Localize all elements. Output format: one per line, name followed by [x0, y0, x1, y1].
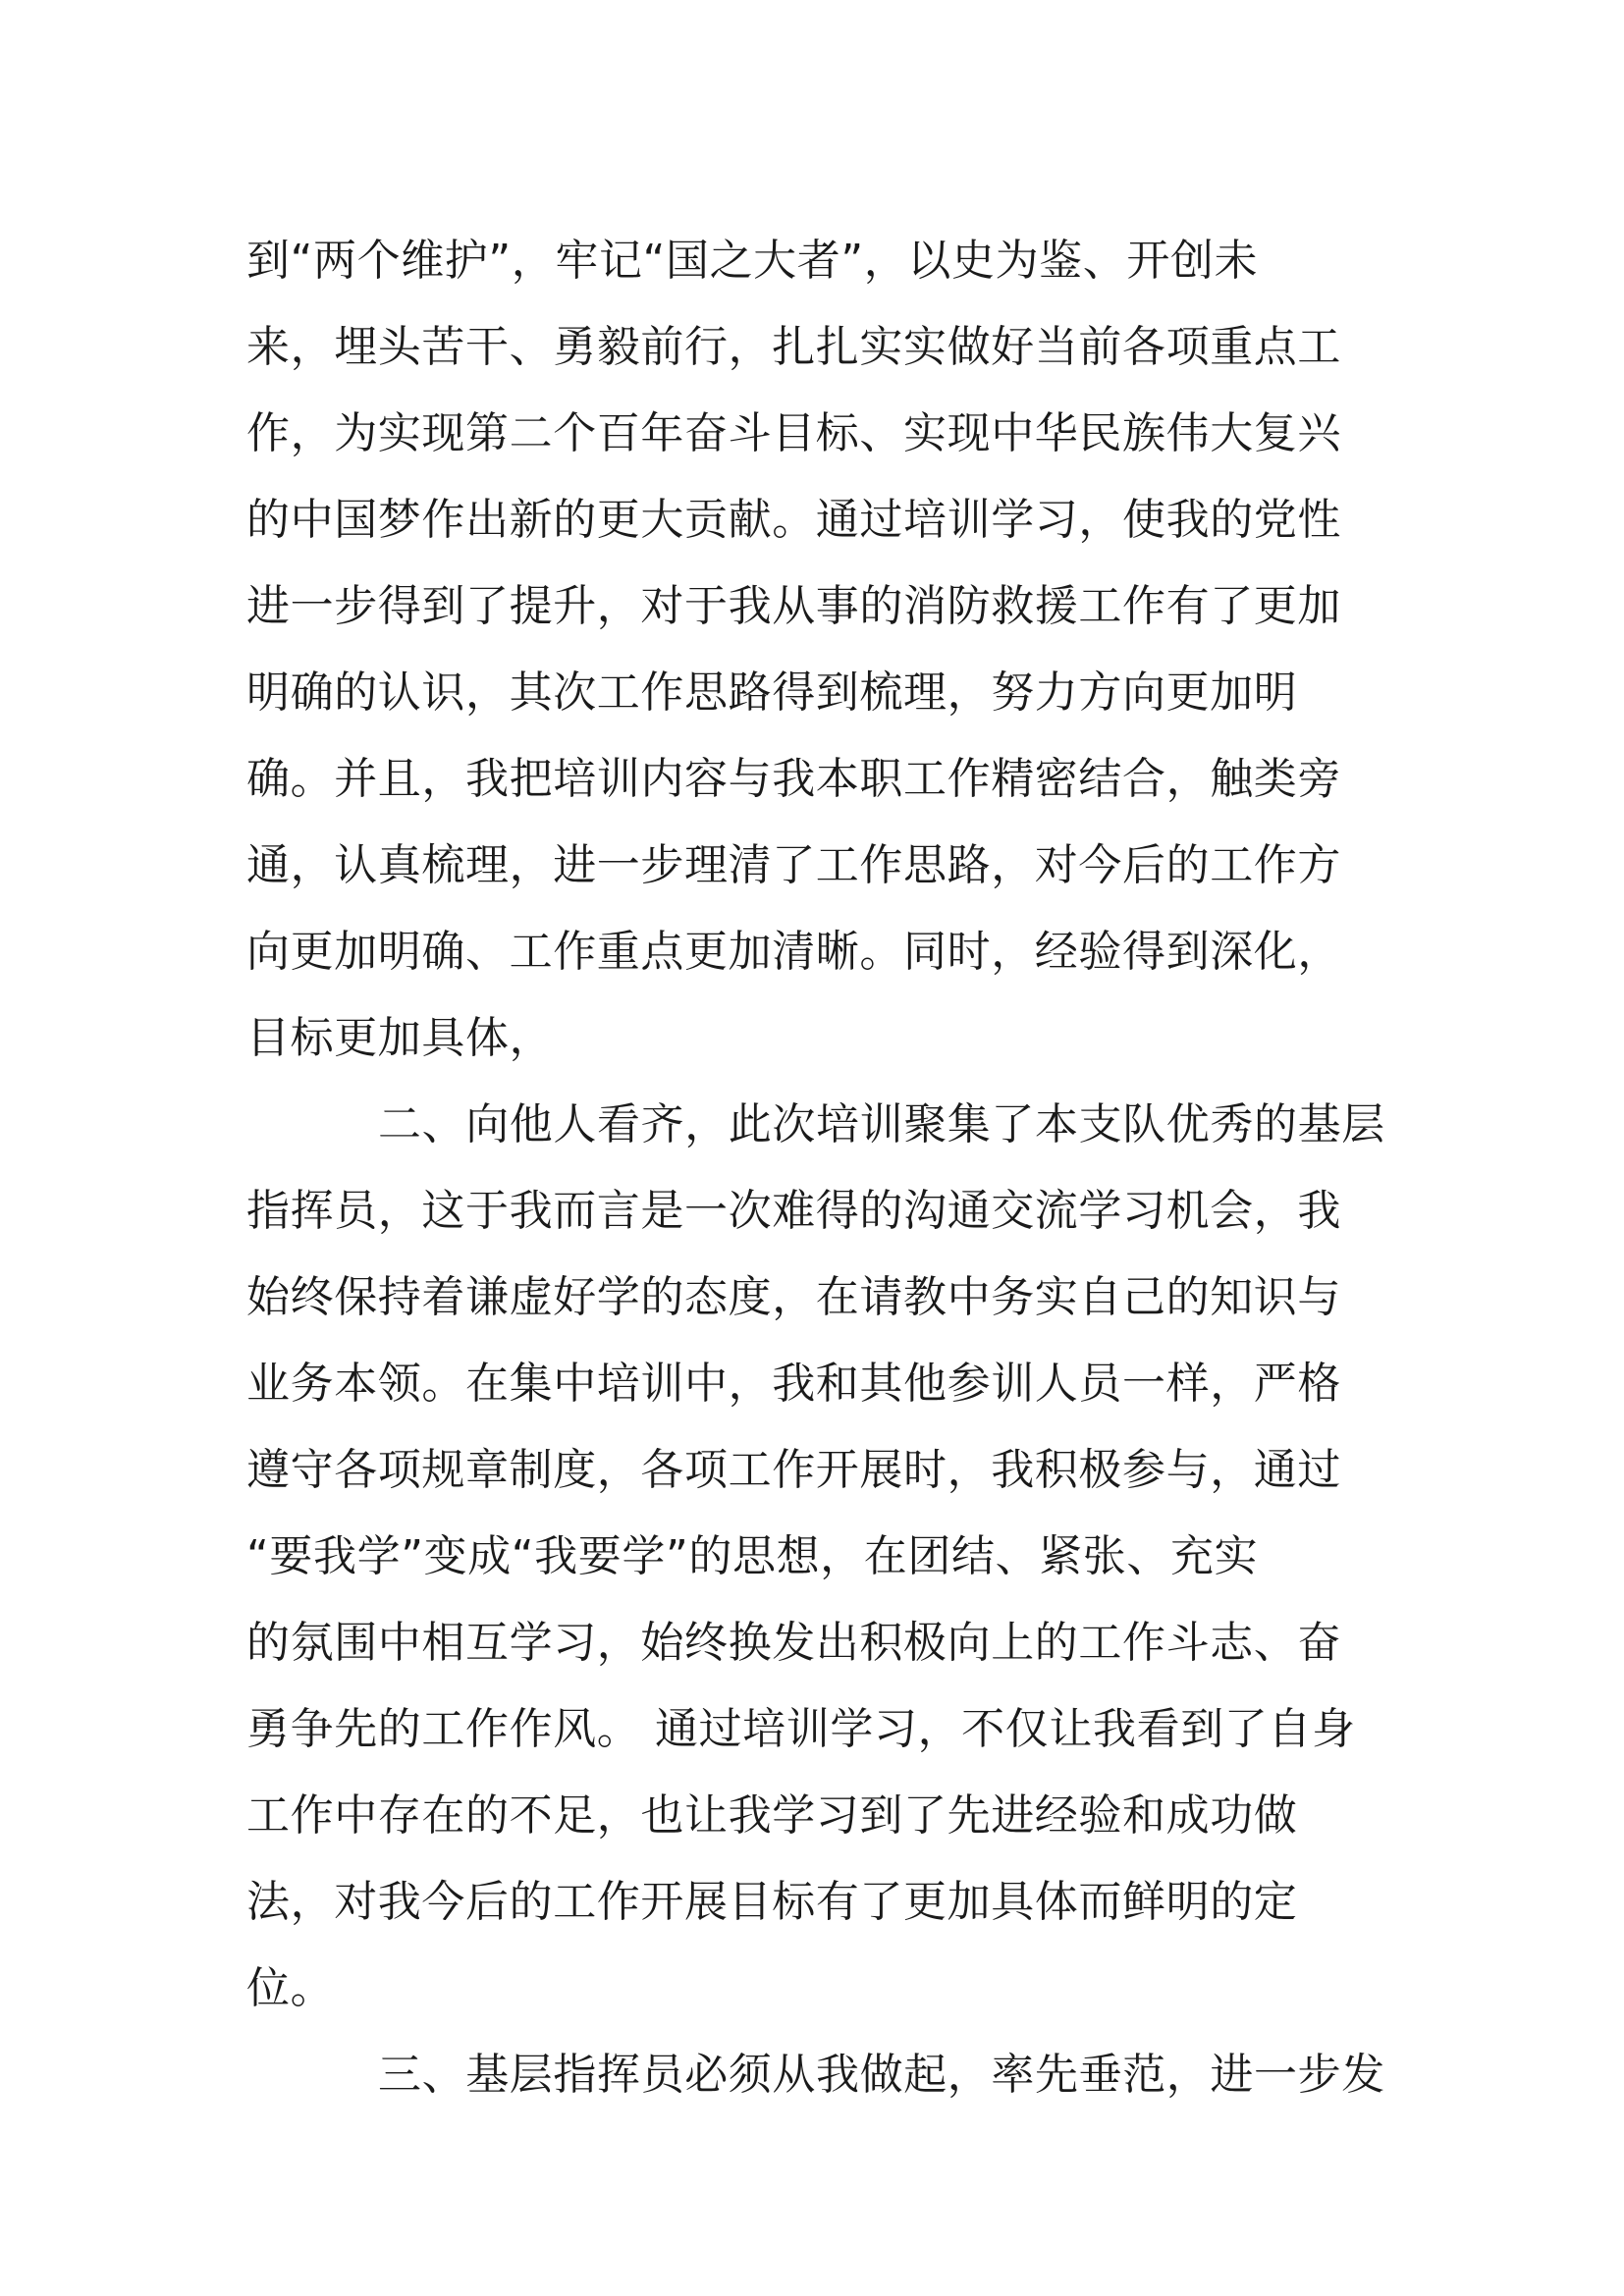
text-line-21: 位。	[246, 1963, 335, 2013]
text-line-15: 遵守各项规章制度，各项工作开展时，我积极参与，通过	[246, 1445, 1341, 1495]
text-line-19: 工作中存在的不足，也让我学习到了先进经验和成功做	[246, 1790, 1298, 1841]
text-line-3: 作，为实现第二个百年奋斗目标、实现中华民族伟大复兴	[246, 408, 1341, 458]
text-line-6: 明确的认识，其次工作思路得到梳理，努力方向更加明	[246, 667, 1298, 718]
text-line-1: 到“两个维护”，牢记“国之大者”，以史为鉴、开创未	[246, 236, 1259, 286]
text-line-20: 法，对我今后的工作开展目标有了更加具体而鲜明的定	[246, 1877, 1298, 1927]
text-line-2: 来，埋头苦干、勇毅前行，扎扎实实做好当前各项重点工	[246, 322, 1341, 372]
text-line-13: 始终保持着谦虚好学的态度，在请教中务实自己的知识与	[246, 1272, 1341, 1322]
text-line-7: 确。并且，我把培训内容与我本职工作精密结合，触类旁	[246, 754, 1341, 804]
text-line-11: 二、向他人看齐，此次培训聚集了本支队优秀的基层	[378, 1099, 1385, 1149]
text-line-5: 进一步得到了提升，对于我从事的消防救援工作有了更加	[246, 581, 1341, 631]
text-line-12: 指挥员，这于我而言是一次难得的沟通交流学习机会，我	[246, 1186, 1341, 1236]
text-line-10: 目标更加具体，	[246, 1013, 554, 1063]
text-line-16: “要我学”变成“我要学”的思想，在团结、紧张、充实	[246, 1531, 1259, 1581]
text-line-17: 的氛围中相互学习，始终换发出积极向上的工作斗志、奋	[246, 1618, 1341, 1668]
text-line-9: 向更加明确、工作重点更加清晰。同时，经验得到深化，	[246, 927, 1341, 977]
text-line-8: 通，认真梳理，进一步理清了工作思路，对今后的工作方	[246, 840, 1341, 890]
text-line-14: 业务本领。在集中培训中，我和其他参训人员一样，严格	[246, 1359, 1341, 1409]
text-line-18: 勇争先的工作作风。 通过培训学习，不仅让我看到了自身	[246, 1704, 1356, 1754]
text-line-22: 三、基层指挥员必须从我做起，率先垂范，进一步发	[378, 2050, 1385, 2100]
text-line-4: 的中国梦作出新的更大贡献。通过培训学习，使我的党性	[246, 495, 1341, 545]
